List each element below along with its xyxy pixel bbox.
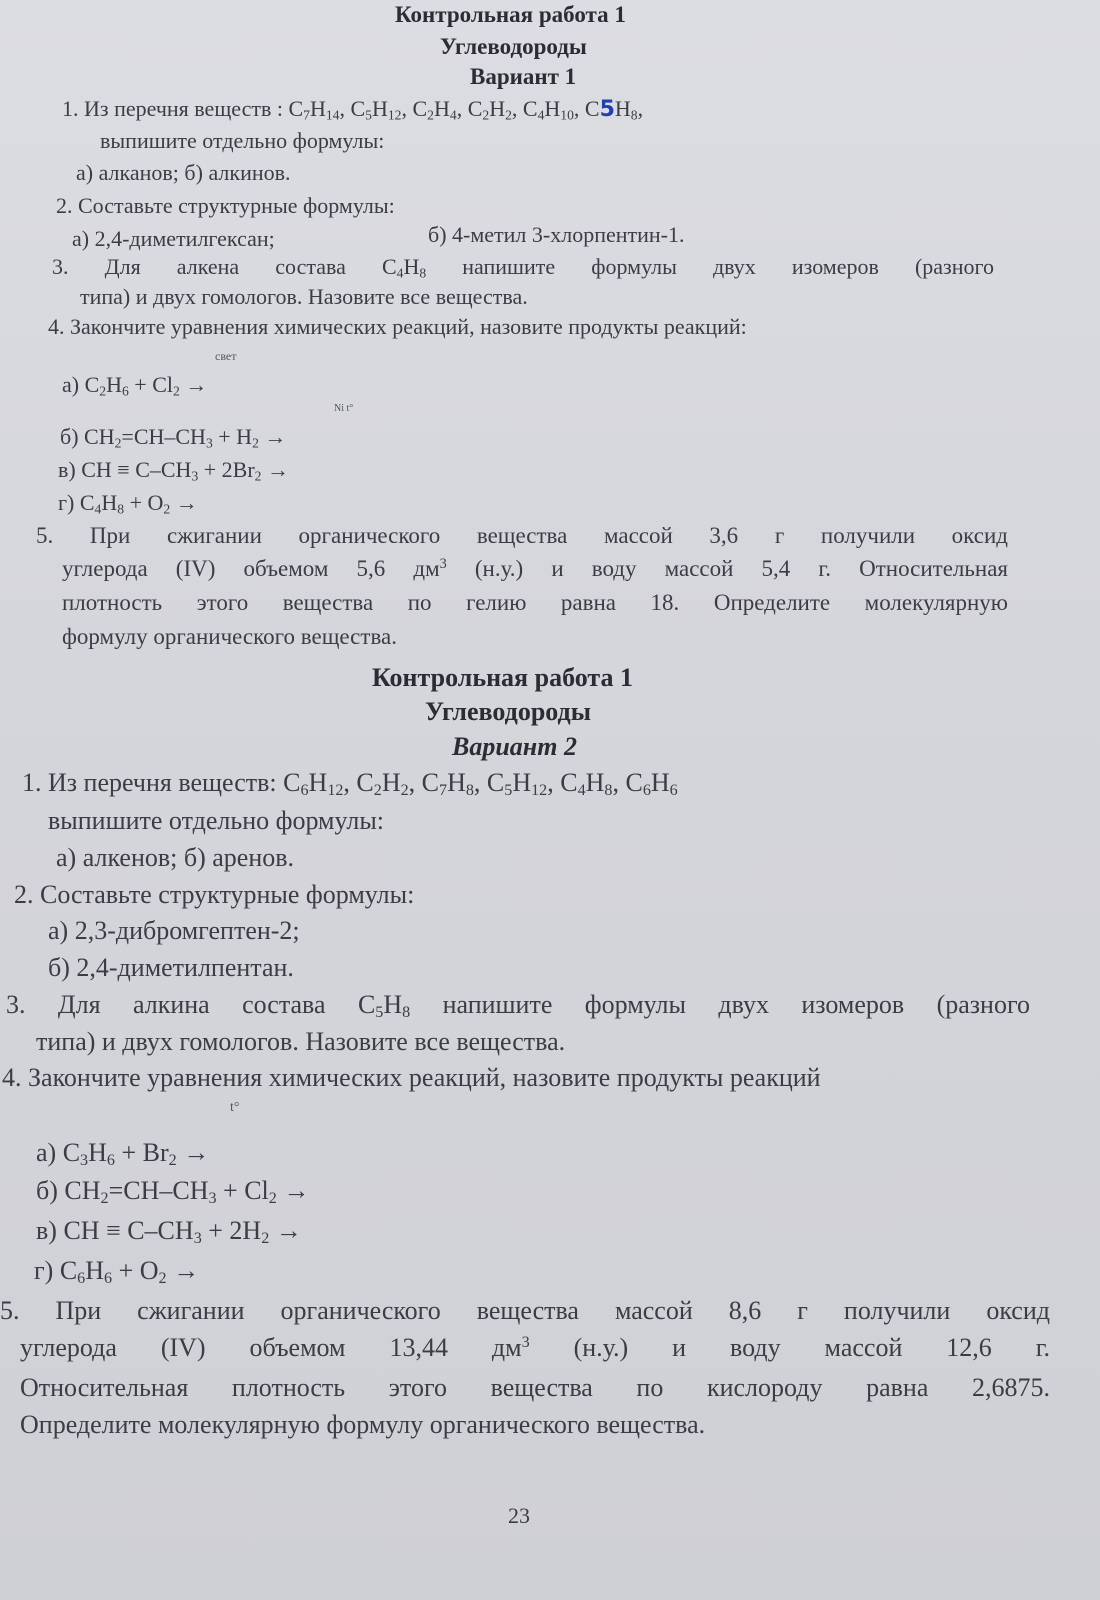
v1-q3-line1: 3. Для алкена состава $C_4H_8$ напишите формулы двух изомеров (разного: [52, 254, 994, 281]
v2-q2-b: б) 2,4-диметилпентан.: [48, 953, 294, 982]
v2-q1-line1: 1. Из перечня веществ: $C_6H_{12}$, $C_2H_2$, $C_7H_8$, $C_5H_{12}$, $C_4H_8$, $C_6H_6$: [22, 768, 678, 800]
v1-subtitle: Углеводороды: [440, 34, 587, 59]
v2-q1-line2: выпишите отдельно формулы:: [48, 806, 385, 835]
v1-q4-lead: 4. Закончите уравнения химических реакций, назовите продукты реакций:: [48, 314, 747, 339]
v2-q2-a: а) 2,3-дибромгептен-2;: [48, 916, 300, 945]
v1-q3-line2: типа) и двух гомологов. Назовите все вещества.: [80, 284, 528, 309]
v1-q4-b: б) $CH_2=CH-CH_3 + H_2$ →: [60, 424, 287, 451]
v2-variant: Вариант 2: [452, 732, 577, 761]
v2-q4-a: а) $C_3H_6 + Br_2$ →: [36, 1138, 210, 1170]
v1-q5-line2: углерода (IV) объемом 5,6 $дм^3$ (н.у.) и воду массой 5,4 г. Относительная: [62, 556, 1008, 581]
v2-q4-cond-temp: t°: [230, 1100, 240, 1115]
v1-q5-line3: плотность этого вещества по гелию равна 18. Определите молекулярную: [62, 590, 1008, 615]
v2-q3-line1: 3. Для алкина состава $C_5H_8$ напишите формулы двух изомеров (разного: [6, 990, 1030, 1022]
v2-q4-b: б) $CH_2=CH-CH_3 + Cl_2$ →: [36, 1176, 310, 1208]
v2-q4-d: г) $C_6H_6 + O_2$ →: [34, 1256, 200, 1288]
v2-q2-lead: 2. Составьте структурные формулы:: [14, 880, 415, 909]
v1-q1-line3: а) алканов; б) алкинов.: [76, 160, 291, 185]
v1-q4-c: в) CH ≡ $C-CH_3 + 2Br_2$ →: [58, 457, 289, 484]
v1-q4-cond-light: свет: [215, 349, 237, 363]
v1-variant: Вариант 1: [470, 64, 577, 89]
v2-q3-line2: типа) и двух гомологов. Назовите все вещества.: [36, 1027, 566, 1056]
v1-title: Контрольная работа 1: [395, 2, 626, 27]
v1-q2-a: а) 2,4-диметилгексан;: [72, 226, 275, 251]
v1-q2-lead: 2. Составьте структурные формулы:: [56, 193, 395, 218]
v2-title: Контрольная работа 1: [372, 663, 633, 692]
v1-q4-cond-ni: Ni t°: [334, 403, 354, 414]
v2-q5-line3: Относительная плотность этого вещества по кислороду равна 2,6875.: [20, 1373, 1050, 1402]
v1-q5-line1: 5. При сжигании органического вещества массой 3,6 г получили оксид: [36, 523, 1008, 548]
v2-q4-lead: 4. Закончите уравнения химических реакций, назовите продукты реакций: [2, 1063, 821, 1092]
page-number: 23: [508, 1503, 530, 1528]
v1-q2-b: б) 4-метил 3-хлорпентин-1.: [428, 222, 685, 247]
v2-q4-c: в) CH ≡ $C-CH_3 + 2H_2$ →: [36, 1216, 302, 1248]
v1-q4-d: г) $C_4H_8 + O_2$ →: [58, 490, 198, 517]
v2-q1-line3: а) алкенов; б) аренов.: [56, 843, 295, 872]
v2-q5-line4: Определите молекулярную формулу органического вещества.: [20, 1410, 706, 1439]
handwritten-5: 5: [599, 97, 615, 122]
v1-q4-a: а) $C_2H_6 + Cl_2$ →: [62, 372, 208, 399]
v2-q5-line2: углерода (IV) объемом 13,44 $дм^3$ (н.у.) и воду массой 12,6 г.: [20, 1333, 1050, 1362]
v1-q1-line2: выпишите отдельно формулы:: [100, 128, 385, 153]
v1-q1-line1: 1. Из перечня веществ : $C_7H_{14}$, $C_5H_{12}$, $C_2H_4$, $C_2H_2$, $C_4H_{10}$, $C5H_8$,: [62, 96, 644, 123]
v2-subtitle: Углеводороды: [425, 697, 591, 726]
v2-q5-line1: 5. При сжигании органического вещества массой 8,6 г получили оксид: [0, 1296, 1050, 1325]
v1-q5-line4: формулу органического вещества.: [62, 624, 397, 649]
